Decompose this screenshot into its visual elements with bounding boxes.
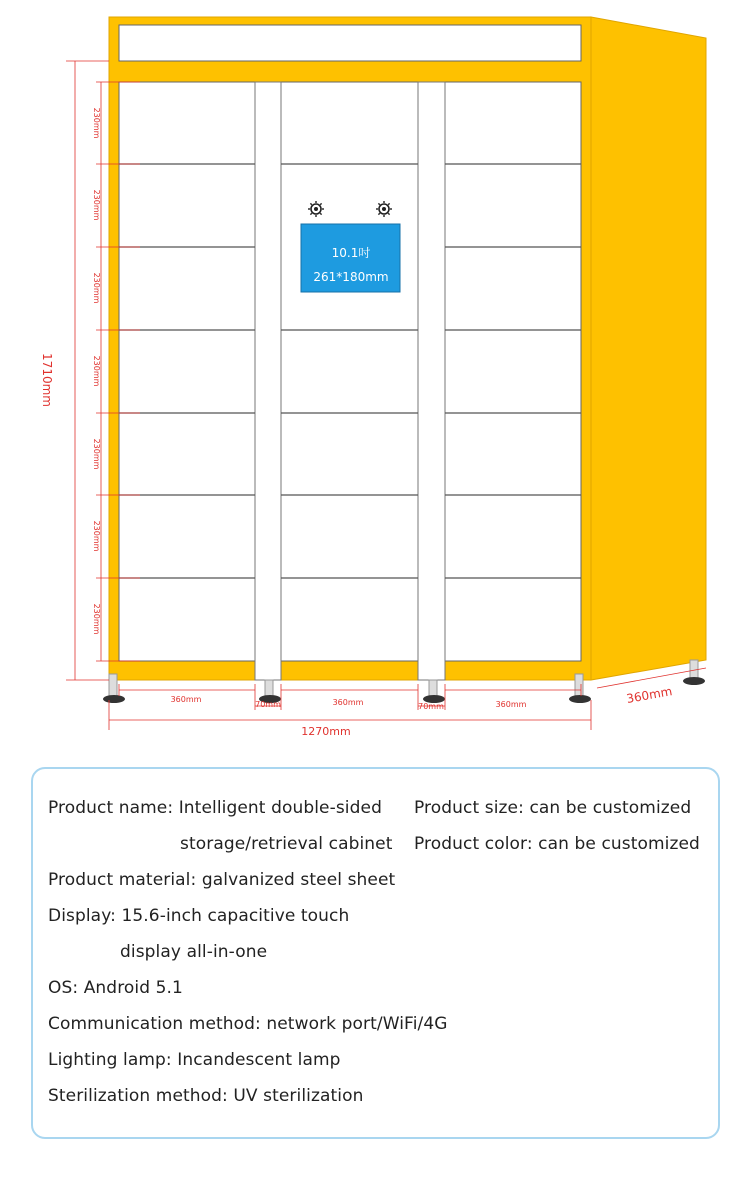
pillar-right bbox=[418, 82, 445, 680]
spec-product-size: Product size: can be customized bbox=[414, 798, 692, 818]
spec-product-color: Product color: can be customized bbox=[414, 834, 700, 854]
spec-communication: Communication method: network port/WiFi/4G bbox=[48, 1014, 448, 1034]
depth-label: 360mm bbox=[625, 684, 674, 706]
door-column-right bbox=[445, 82, 581, 661]
door-column-middle bbox=[281, 82, 418, 661]
spec-product-material: Product material: galvanized steel sheet bbox=[48, 870, 396, 890]
pillar-left bbox=[255, 82, 281, 680]
total-width-label: 1270mm bbox=[301, 725, 351, 738]
row-height-label: 230mm bbox=[92, 355, 101, 387]
door-width-label: 360mm bbox=[495, 700, 527, 709]
screen-size-label: 10.1吋 bbox=[331, 246, 371, 260]
spec-os: OS: Android 5.1 bbox=[48, 978, 183, 998]
screen-dimension-label: 261*180mm bbox=[313, 270, 389, 284]
total-height-label: 1710mm bbox=[40, 353, 54, 407]
row-height-label: 230mm bbox=[92, 189, 101, 221]
spec-lighting: Lighting lamp: Incandescent lamp bbox=[48, 1050, 341, 1070]
cabinet-top-panel bbox=[119, 25, 581, 61]
spec-display-continued: display all-in-one bbox=[120, 942, 268, 962]
door-width-label: 360mm bbox=[332, 698, 364, 707]
row-height-label: 230mm bbox=[92, 272, 101, 304]
spec-product-name: Product name: Intelligent double-sided bbox=[48, 798, 382, 818]
spec-sterilization: Sterilization method: UV sterilization bbox=[48, 1086, 364, 1106]
row-height-label: 230mm bbox=[92, 520, 101, 552]
row-height-label: 230mm bbox=[92, 603, 101, 635]
spec-product-name-continued: storage/retrieval cabinet bbox=[180, 834, 393, 854]
row-height-label: 230mm bbox=[92, 438, 101, 470]
door-column-left bbox=[119, 82, 255, 661]
spec-display: Display: 15.6-inch capacitive touch bbox=[48, 906, 350, 926]
pillar-width-label: 70mm bbox=[255, 700, 281, 709]
door-width-label: 360mm bbox=[170, 695, 202, 704]
row-height-label: 230mm bbox=[92, 107, 101, 139]
pillar-width-label: 70mm bbox=[418, 702, 444, 711]
cabinet-side-panel bbox=[591, 17, 706, 680]
